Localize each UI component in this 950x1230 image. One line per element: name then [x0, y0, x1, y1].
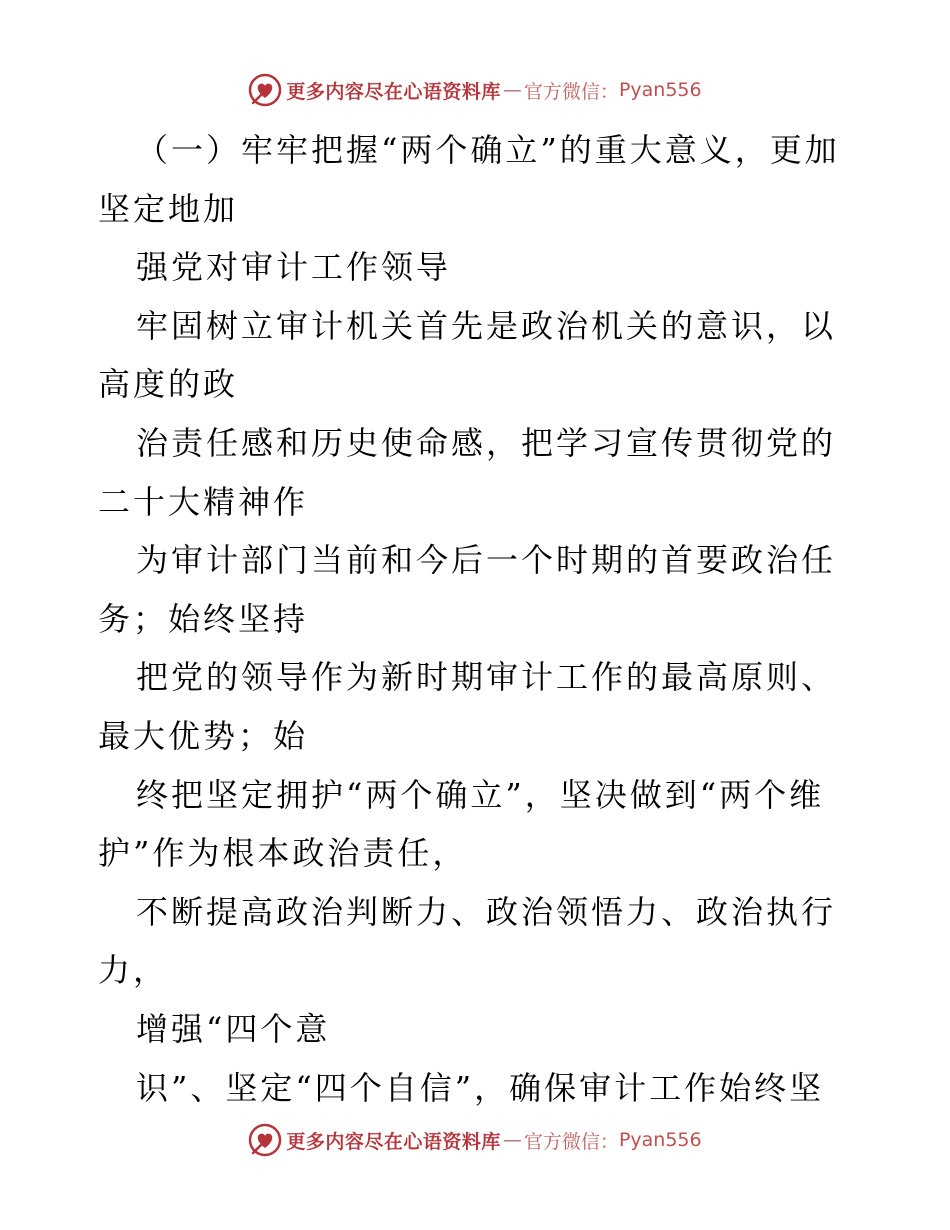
watermark-site-text: 更多内容尽在心语资料库: [286, 80, 501, 103]
watermark-wechat-id: Pyan556: [618, 79, 702, 101]
watermark-wechat-id: Pyan556: [618, 1129, 702, 1151]
paragraph: 治责任感和历史使命感，把学习宣传贯彻党的二十大精神作: [98, 423, 837, 521]
paragraph: 牢固树立审计机关首先是政治机关的意识，以高度的政: [98, 306, 837, 404]
paragraph: 为审计部门当前和今后一个时期的首要政治任务；始终坚持: [98, 541, 837, 638]
header-watermark: [0, 70, 950, 110]
paragraph: （一）牢牢把握“两个确立”的重大意义，更加坚定地加: [98, 131, 840, 228]
paragraph: 增强“四个意: [136, 1009, 331, 1048]
paragraph: 终把坚定拥护“两个确立”，坚决做到“两个维护”作为根本政治责任，: [98, 775, 825, 873]
watermark-separator: —: [502, 1129, 522, 1151]
watermark-separator: —: [502, 79, 522, 101]
paragraph: 不断提高政治判断力、政治领悟力、政治执行力，: [98, 892, 837, 990]
paragraph: 识”、坚定“四个自信”，确保审计工作始终坚: [136, 1068, 825, 1107]
footer-watermark: [0, 1120, 950, 1160]
heart-pen-logo-icon: [248, 1123, 282, 1157]
heart-pen-logo-icon: [248, 73, 282, 107]
paragraph: 强党对审计工作领导: [136, 248, 452, 287]
watermark-site-text: 更多内容尽在心语资料库: [286, 1130, 501, 1153]
watermark-official-text: 官方微信：: [523, 80, 619, 103]
document-body: [98, 121, 858, 1117]
watermark-official-text: 官方微信：: [523, 1130, 619, 1153]
paragraph: 把党的领导作为新时期审计工作的最高原则、最大优势；始: [98, 658, 837, 755]
